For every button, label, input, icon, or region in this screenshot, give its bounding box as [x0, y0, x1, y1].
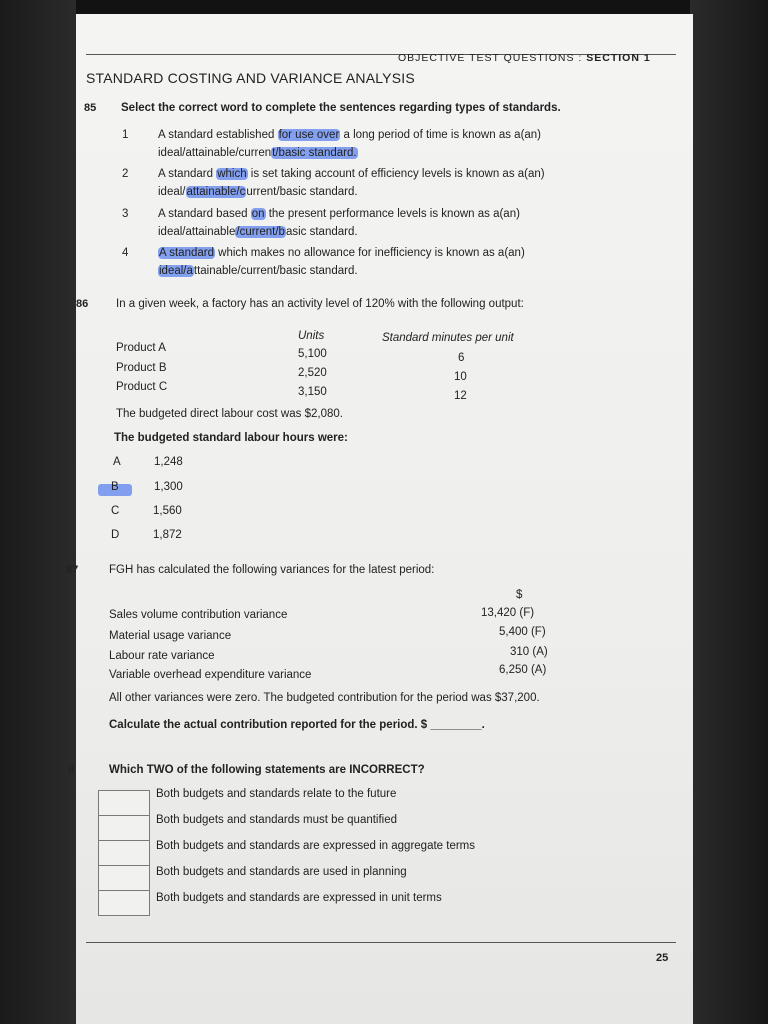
highlight-mark: attainable/c	[186, 186, 246, 198]
column-header-units: Units	[298, 330, 325, 342]
table-row-minutes: 10	[454, 371, 467, 383]
highlight-mark: ideal/a	[159, 265, 193, 277]
item-line-1: A standard based on the present performance levels is known as a(an)	[158, 208, 520, 220]
option-value: 1,560	[153, 505, 182, 517]
variance-name: Material usage variance	[109, 630, 232, 642]
question-85-number: 85	[84, 102, 97, 114]
header-label: OBJECTIVE TEST QUESTIONS :	[398, 52, 587, 64]
highlight-mark: A standard	[159, 247, 214, 259]
table-row-minutes: 6	[458, 352, 465, 364]
variance-note: All other variances were zero. The budgeted contribution for the period was $37,200.	[109, 692, 540, 704]
highlight-mark: /current/b	[236, 226, 285, 238]
item-line-1: A standard established for use over a long period of time is known as a(an)	[158, 129, 542, 141]
column-header-minutes: Standard minutes per unit	[382, 332, 514, 344]
question-87-question: Calculate the actual contribution reported for the period. $ ________.	[109, 719, 485, 731]
question-86-prompt: In a given week, a factory has an activity level of 120% with the following output:	[116, 298, 524, 310]
item-line-2: ideal/attainable/current/basic standard.	[159, 265, 358, 277]
photo-background-left	[0, 0, 79, 1024]
answer-checkbox-1[interactable]	[98, 790, 150, 816]
statement-5: Both budgets and standards are expressed in unit terms	[156, 892, 442, 904]
variance-name: Labour rate variance	[109, 650, 215, 662]
variance-value: 310 (A)	[510, 646, 548, 658]
question-87-number: 87	[66, 564, 79, 576]
item-line-1: A standard which makes no allowance for inefficiency is known as a(an)	[159, 247, 525, 259]
table-row-units: 5,100	[298, 348, 327, 360]
document-page	[66, 14, 693, 1024]
highlight-mark: t/basic standard.	[272, 147, 357, 159]
photo-background-right	[690, 0, 768, 1024]
option-letter: B	[111, 481, 119, 493]
table-row-units: 3,150	[298, 386, 327, 398]
item-number: 1	[122, 129, 129, 141]
question-86-number: 86	[76, 298, 89, 310]
item-line-1: A standard which is set taking account of efficiency levels is known as a(an)	[158, 168, 545, 180]
option-letter: C	[111, 505, 120, 517]
variance-value: 5,400 (F)	[499, 626, 546, 638]
option-value: 1,248	[154, 456, 183, 468]
option-value: 1,872	[153, 529, 182, 541]
option-value: 1,300	[154, 481, 183, 493]
item-number: 4	[122, 247, 129, 259]
running-header	[398, 52, 651, 64]
table-row-units: 2,520	[298, 367, 327, 379]
item-line-2: ideal/attainable/current/basic standard.	[158, 147, 357, 159]
chapter-title: STANDARD COSTING AND VARIANCE ANALYSIS	[86, 70, 415, 86]
variance-name: Variable overhead expenditure variance	[109, 669, 312, 681]
variance-value: 6,250 (A)	[499, 664, 547, 676]
item-number: 2	[122, 168, 129, 180]
item-line-2: ideal/attainable/current/basic standard.	[158, 186, 358, 198]
page-number: 25	[656, 952, 669, 964]
highlight-mark: for use over	[278, 129, 340, 141]
question-85-prompt: Select the correct word to complete the sentences regarding types of standards.	[121, 102, 561, 114]
currency-header: $	[516, 589, 523, 601]
table-row-minutes: 12	[454, 390, 467, 402]
answer-checkbox-4[interactable]	[98, 865, 150, 891]
answer-checkbox-5[interactable]	[98, 890, 150, 916]
question-88-number: 8	[68, 764, 75, 776]
statement-2: Both budgets and standards must be quantified	[156, 814, 398, 826]
question-88-prompt: Which TWO of the following statements are INCORRECT?	[109, 764, 425, 776]
table-row-product: Product B	[116, 362, 167, 374]
answer-checkbox-2[interactable]	[98, 815, 150, 841]
variance-name: Sales volume contribution variance	[109, 609, 288, 621]
variance-value: 13,420 (F)	[481, 607, 535, 619]
item-line-2: ideal/attainable/current/basic standard.	[158, 226, 358, 238]
statement-1: Both budgets and standards relate to the future	[156, 788, 397, 800]
question-86-question: The budgeted standard labour hours were:	[114, 432, 348, 444]
answer-checkbox-3[interactable]	[98, 840, 150, 866]
question-87-prompt: FGH has calculated the following variances for the latest period:	[109, 564, 435, 576]
table-row-product: Product C	[116, 381, 168, 393]
statement-4: Both budgets and standards are used in planning	[156, 866, 407, 878]
option-letter: D	[111, 529, 120, 541]
footer-rule	[86, 942, 676, 943]
header-section: SECTION 1	[586, 52, 651, 64]
table-row-product: Product A	[116, 342, 166, 354]
budget-text: The budgeted direct labour cost was $2,080.	[116, 408, 343, 420]
item-number: 3	[122, 208, 129, 220]
statement-3: Both budgets and standards are expressed in aggregate terms	[156, 840, 476, 852]
highlight-mark: on	[251, 208, 265, 220]
option-letter: A	[113, 456, 121, 468]
highlight-mark: which	[217, 168, 247, 180]
